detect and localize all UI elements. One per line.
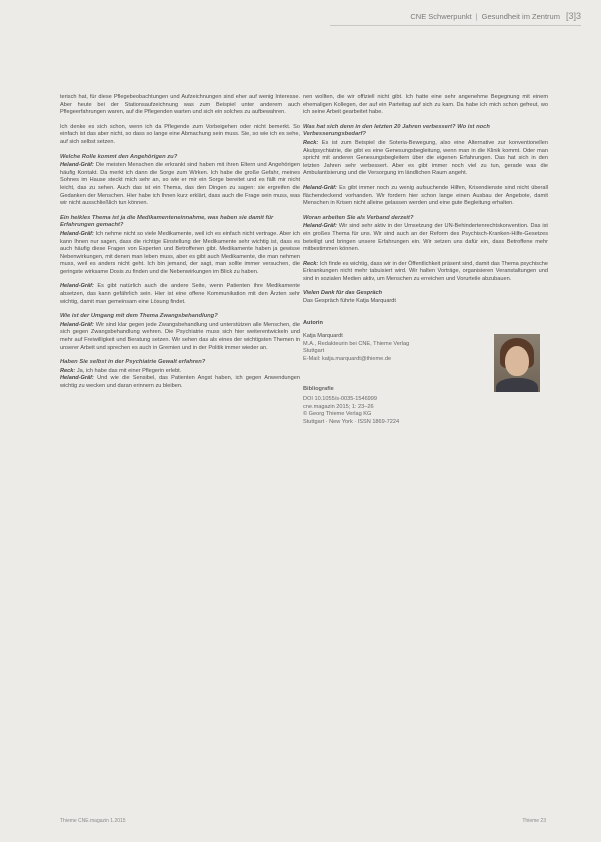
answer-text: Ja, ich habe das mit einer Pflegerin erlebt. [76,367,182,374]
question-heading: Wie ist der Umgang mit dem Thema Zwangsbehandlung? [60,313,218,320]
author-address: Stuttgart [303,348,325,355]
left-column [60,94,300,398]
answer-paragraph [303,223,548,253]
bibliography-issn: Stuttgart · New York · ISSN 1869-7224 [303,419,400,425]
intro-paragraph: nen wollten, die wir offiziell nicht gibt. Ich hatte eine sehr angenehme Begegnung mit einem ehemaligen Kollegen, der auf ein Parteitag auf sich zu kam. Da habe ich mich schon gefreut, wo ich seine Arbeit gearbeitet habe. [303,94,548,116]
answer-text: Es gibt immer noch zu wenig aufsuchende Hilfen, Krisendienste sind nicht überall flächendeckend vorhanden. Wir fordern hier schon lange einen Ausbau der Angebote, damit Menschen in Krisen nicht alleine gelassen werden und eine gute Begleitung erhalten. [303,184,548,207]
speaker-name: Reck: [303,139,319,146]
author-block [303,320,548,364]
answer-text: Und wie die Sensibel, das Patienten Angst haben, ich gegen Anwendungen wichtig zu wecken und daran erinnern zu bleiben. [60,375,300,389]
answer-paragraph [60,162,300,208]
bibliography-doi: DOI 10.1055/s-0035-1546999 [303,396,378,403]
question-heading: Woran arbeiten Sie als Verband derzeit? [303,214,414,221]
bibliography-block [303,386,548,427]
answer-paragraph [303,140,548,178]
photo-face [505,346,529,376]
header-topic: Gesundheit im Zentrum [481,11,560,21]
footer-right: Thieme 23 [522,818,546,824]
speaker-name: Heland-Gräf: [60,230,94,237]
footer-left: Thieme CNE.magazin 1.2015 [60,818,126,824]
speaker-name: Heland-Gräf: [303,184,337,191]
answer-text: Es gibt natürlich auch die andere Seite, wenn Patienten ihre Medikamente absetzen, das kann gefährlich sein. Hier ist eine offene Kommunikation mit den Ärzten sehr wichtig, damit man gemeinsam eine Lösung findet. [60,283,300,305]
speaker-name: Heland-Gräf: [60,283,94,290]
answer-text: Die meisten Menschen die erkrankt sind haben mit ihren Eltern und Angehörigen häufig Kontakt. Da merkt ich dann die Sorge zum Wirken. Ich habe die große Gefahr, meines Sohnes im Hause steckt mich sehr an, so wie er mir ein Sorge bereitet und es fällt mir nicht leicht, das zu sehen. Auch das ist ein Thema, das den Dingen zu sagen: sie ergreifen die Gedanken der Menschen. Hier habe ich Ihnen kurz erklärt, dass auch die Frage sein muss, was wir nicht ausschließlich tun können. [60,162,300,207]
question-heading: Ein heikles Thema ist ja die Medikamenteneinnahme, was haben sie damit für Erfahrungen gemacht? [60,214,274,229]
answer-paragraph [60,322,300,352]
author-label: Autorin [303,319,323,326]
header-divider [330,25,581,26]
author-photo [494,334,540,392]
speaker-name: Reck: [303,260,319,267]
header-section: CNE Schwerpunkt [410,11,472,21]
answer-text: Ich nehme nicht so viele Medikamente, weil ich es einfach nicht vertrage. Aber ich kann Ihnen nur sagen, dass die richtige Einstellung der Medikamente sehr wichtig ist, dass es auch häufig diese Fragen von Experten und Betroffenen gibt. Medikamente haben ja gewisse Nebenwirkungen, mit denen man leben muss, aber es gibt auch Medikamente, die man nehmen muss, weil es anders nicht geht. Ich bin jemand, der sagt, man sollte immer versuchen, die geringste wirksame Dosis zu finden und die Nebenwirkungen im Blick zu haben. [60,230,300,275]
page-number: [3]3 [565,11,581,21]
answer-text: Wir sind sehr aktiv in der Umsetzung der UN-Behindertenrechtskonvention. Das ist ein großes Thema für uns. Wir sind auch an der Reform des Psychisch-Kranken-Hilfe-Gesetzes beteiligt und bringen unsere Erfahrungen ein. Wir setzen uns dafür ein, dass Betroffene mehr mitbestimmen können. [303,223,548,253]
answer-paragraph [60,368,300,391]
page-footer [60,818,546,824]
speaker-name: Heland-Gräf: [60,375,94,382]
interview-closing [303,290,548,305]
speaker-name: Heland-Gräf: [60,162,94,169]
question-heading: Welche Rolle kommt den Angehörigen zu? [60,153,178,160]
running-header [300,8,581,24]
question-heading: Was hat sich denn in den letzten 20 Jahren verbessert? Wo ist noch Verbesserungsbedarf? [303,123,490,138]
answer-text: Es ist zum Beispiel die Soteria-Bewegung, also eine Alternative zur konventionellen Akutpsychiatrie, die gibt es eine Genesungsbegleitung, wenn man in die Klinik kommt. Oder man spricht mit anderen Genesungsbegleitern über die eigenen Erfahrungen. Das hat sich in den letzten Jahren sehr verbessert. Aber es gibt immer noch viel zu tun, gerade was die Ambulantisierung und die Versorgung im ländlichen Raum angeht. [303,139,548,177]
answer-text: Wir sind klar gegen jede Zwangsbehandlung und unterstützen alle Menschen, die sich gegen Zwangsbehandlung wehren. Die Psychiatrie muss sich hier weiterentwickeln und mehr auf Freiwilligkeit und Beratung setzen. Wir sehen das als eines der wichtigsten Themen in unserer Arbeit und sprechen es auch in Gremien und in der Politik immer wieder an. [60,321,301,351]
speaker-name: Heland-Gräf: [303,223,337,230]
bibliography-citation: cne.magazin 2015; 1: 23–26 [303,403,374,410]
author-name: Katja Marquardt [303,333,343,340]
right-column [303,94,548,427]
header-separator: | [475,11,478,21]
author-address: M.A., Redakteurin bei CNE, Thieme Verlag [303,340,410,347]
bibliography-publisher: © Georg Thieme Verlag KG [303,411,372,418]
speaker-name: Heland-Gräf: [60,321,94,328]
answer-paragraph [60,283,300,306]
answer-paragraph [303,185,548,208]
question-heading: Haben Sie selbst in der Psychiatrie Gewalt erfahren? [60,359,206,366]
photo-shoulders [496,378,538,392]
answer-text: Ich finde es wichtig, dass wir in der Öffentlichkeit präsent sind, damit das Thema psychische Erkrankungen nicht mehr tabuisiert wird. Wir halten Vorträge, organisieren Veranstaltungen und sind in sozialen Medien aktiv, um Menschen zu erreichen und Vorurteile abzubauen. [303,260,548,282]
author-email: E-Mail: katja.marquardt@thieme.de [303,356,392,363]
thanks-line: Vielen Dank für das Gespräch [303,290,383,297]
answer-paragraph [303,261,548,284]
answer-paragraph [60,231,300,277]
intro-paragraph: Ich denke es sich schon, wenn ich da Pflegende zum Vorbeigehen oder nicht bemerkt. So einfach ist das aber nicht, so dass so lange eine Abmachung sein muss. Sie, so wie ich es sehe, auf sich selbst setzen. [60,123,300,145]
bibliography-label: Bibliografie [303,385,334,392]
intro-paragraph: terisch hat, für diese Pflegebeobachtungen und Aufzeichnungen sind eher auf wenig Interesse. Aber heute bei der Stationsaufzeichnung was zum Beispiel unter anderem auch Pflegeerfahrungen waren, auf die Pflegenden warten und sich ein solches zu aufbewahren. [60,94,300,116]
interviewer-line: Das Gespräch führte Katja Marquardt [303,298,396,305]
speaker-name: Reck: [60,367,76,374]
